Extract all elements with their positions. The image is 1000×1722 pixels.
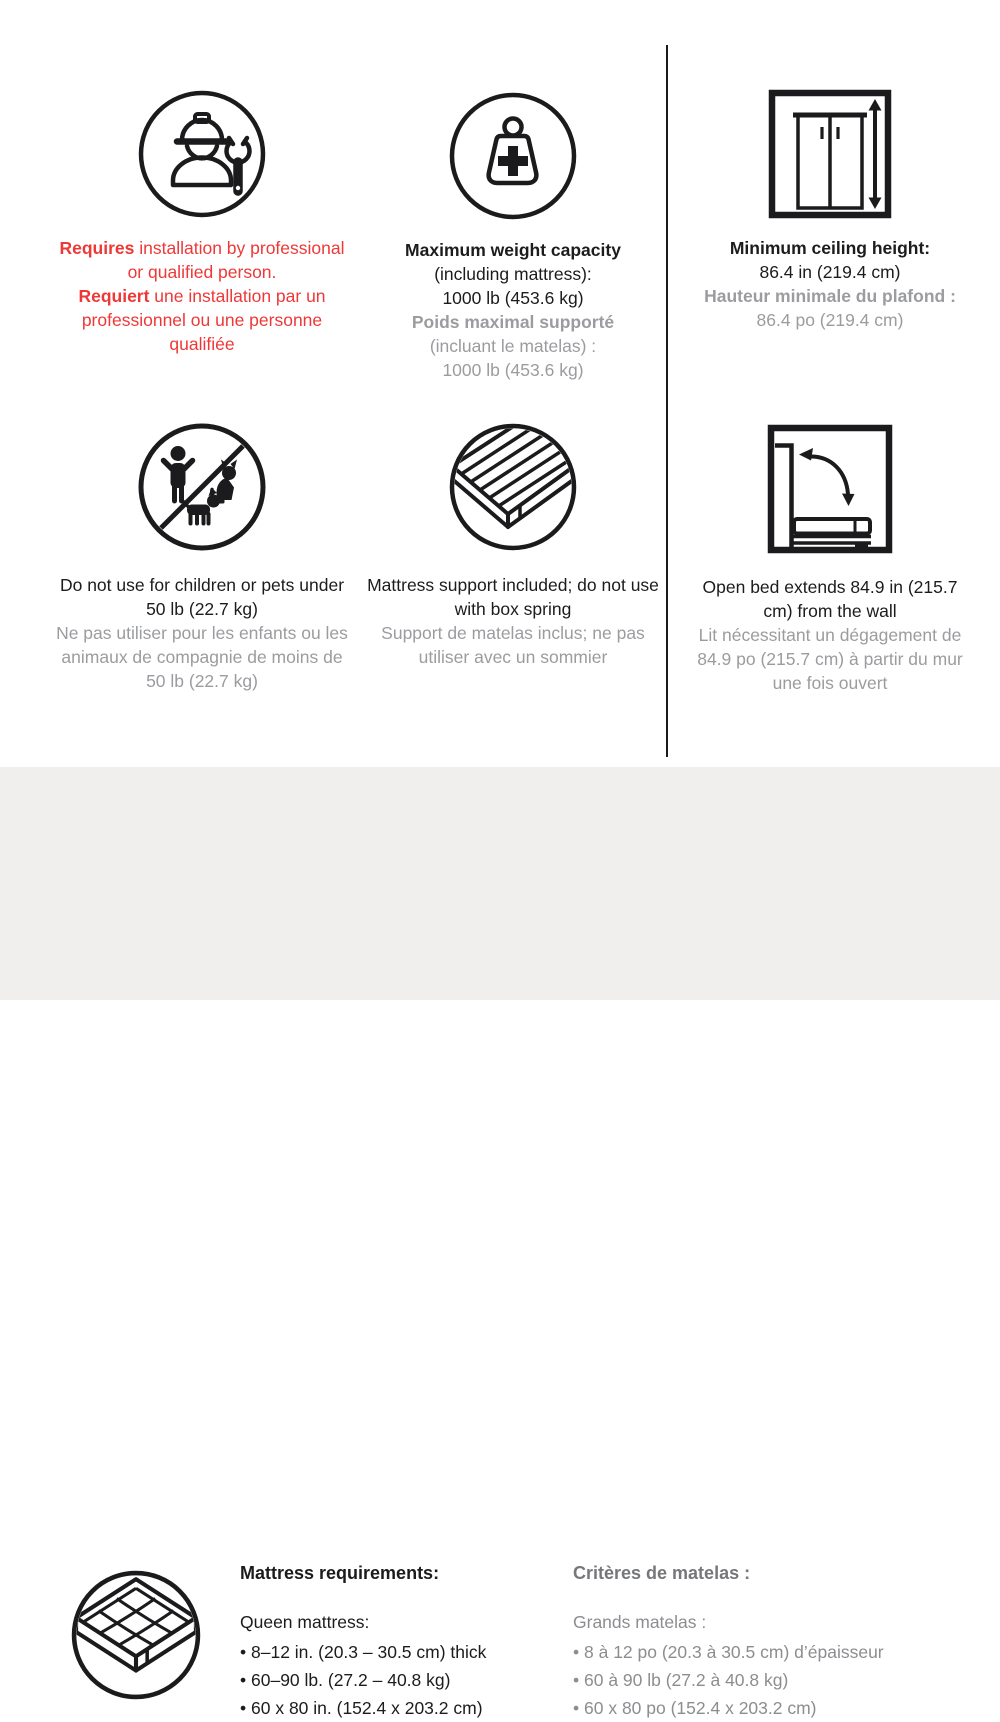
ceiling-height-text [686,236,974,332]
mattress-requirements-fr [573,1561,983,1722]
list-item: • 8 à 12 po (20.3 à 30.5 cm) d’épaisseur [573,1638,983,1666]
open-bed-text [686,575,974,695]
weight-capacity-text [366,238,660,382]
list-item: • 60 x 80 po (152.4 x 203.2 cm) [573,1694,983,1722]
mattress-list-fr [573,1638,983,1722]
mattress-list-en [240,1638,560,1722]
no-children-or-pets-icon [50,421,354,553]
ceiling-title-en: Minimum ceiling height: [729,238,931,258]
installation-fr-bold: Requiert [78,286,150,306]
open-bed-fr: Lit nécessitant un dégagement de 84.9 po (215.7 cm) à partir du mur une fois ouvert [697,625,963,693]
tufted-mattress-icon [70,1569,202,1701]
weight-line-fr-2: 1000 lb (453.6 kg) [442,360,584,380]
mattress-support-fr: Support de matelas inclus; ne pas utiliser avec un sommier [381,623,645,667]
mattress-support-text [366,573,660,669]
list-item: • 60 x 80 in. (152.4 x 203.2 cm) [240,1694,560,1722]
slatted-mattress-support-icon [366,421,660,553]
ceiling-title-fr: Hauteur minimale du plafond : [704,286,956,306]
weight-title-fr: Poids maximal supporté [411,312,615,332]
hard-hat-worker-wrench-icon [50,88,354,220]
mattress-requirements-en [240,1561,560,1722]
weight-line-fr-1: (incluant le matelas) : [429,336,597,356]
installation-fr-rest: une installation par un professionnel ou une personne qualifiée [81,286,326,354]
section-open-bed [686,423,974,695]
mattress-sub-en: Queen mattress: [240,1612,370,1632]
mattress-requirements-title-fr: Critères de matelas : [573,1563,751,1583]
list-item: • 60 à 90 lb (27.2 à 40.8 kg) [573,1666,983,1694]
weight-line-en-1: (including mattress): [434,264,592,284]
list-item: • 60–90 lb. (27.2 – 40.8 kg) [240,1666,560,1694]
open-bed-en: Open bed extends 84.9 in (215.7 cm) from the wall [702,577,958,621]
section-no-children-pets [50,421,354,693]
list-item: • 8–12 in. (20.3 – 30.5 cm) thick [240,1638,560,1666]
ceiling-value-fr: 86.4 po (219.4 cm) [756,310,904,330]
section-mattress-support [366,421,660,669]
installation-text-en [50,236,354,284]
installation-text [50,236,354,356]
mattress-support-en: Mattress support included; do not use with box spring [367,575,659,619]
weight-plus-icon [366,90,660,222]
no-children-pets-en: Do not use for children or pets under 50 lb (22.7 kg) [59,575,345,619]
no-children-pets-text [50,573,354,693]
section-weight-capacity [366,90,660,382]
ceiling-value-en: 86.4 in (219.4 cm) [759,262,901,282]
no-children-pets-fr: Ne pas utiliser pour les enfants ou les animaux de compagnie de moins de 50 lb (22.7 kg) [56,623,348,691]
installation-en-bold: Requires [59,238,135,258]
wall-bed-opening-arrow-icon [686,423,974,555]
vertical-divider [666,45,668,757]
mattress-sub-fr: Grands matelas : [573,1612,707,1632]
weight-line-en-2: 1000 lb (453.6 kg) [442,288,584,308]
mattress-requirements-footer [0,767,1000,1718]
weight-title-en: Maximum weight capacity [405,240,621,260]
installation-en-rest: installation by professional or qualified person. [127,238,345,282]
installation-text-fr [50,284,354,356]
mattress-requirements-title-en: Mattress requirements: [240,1563,440,1583]
section-ceiling-height [686,88,974,332]
cabinet-height-arrow-icon [686,88,974,220]
section-installation [50,88,354,356]
